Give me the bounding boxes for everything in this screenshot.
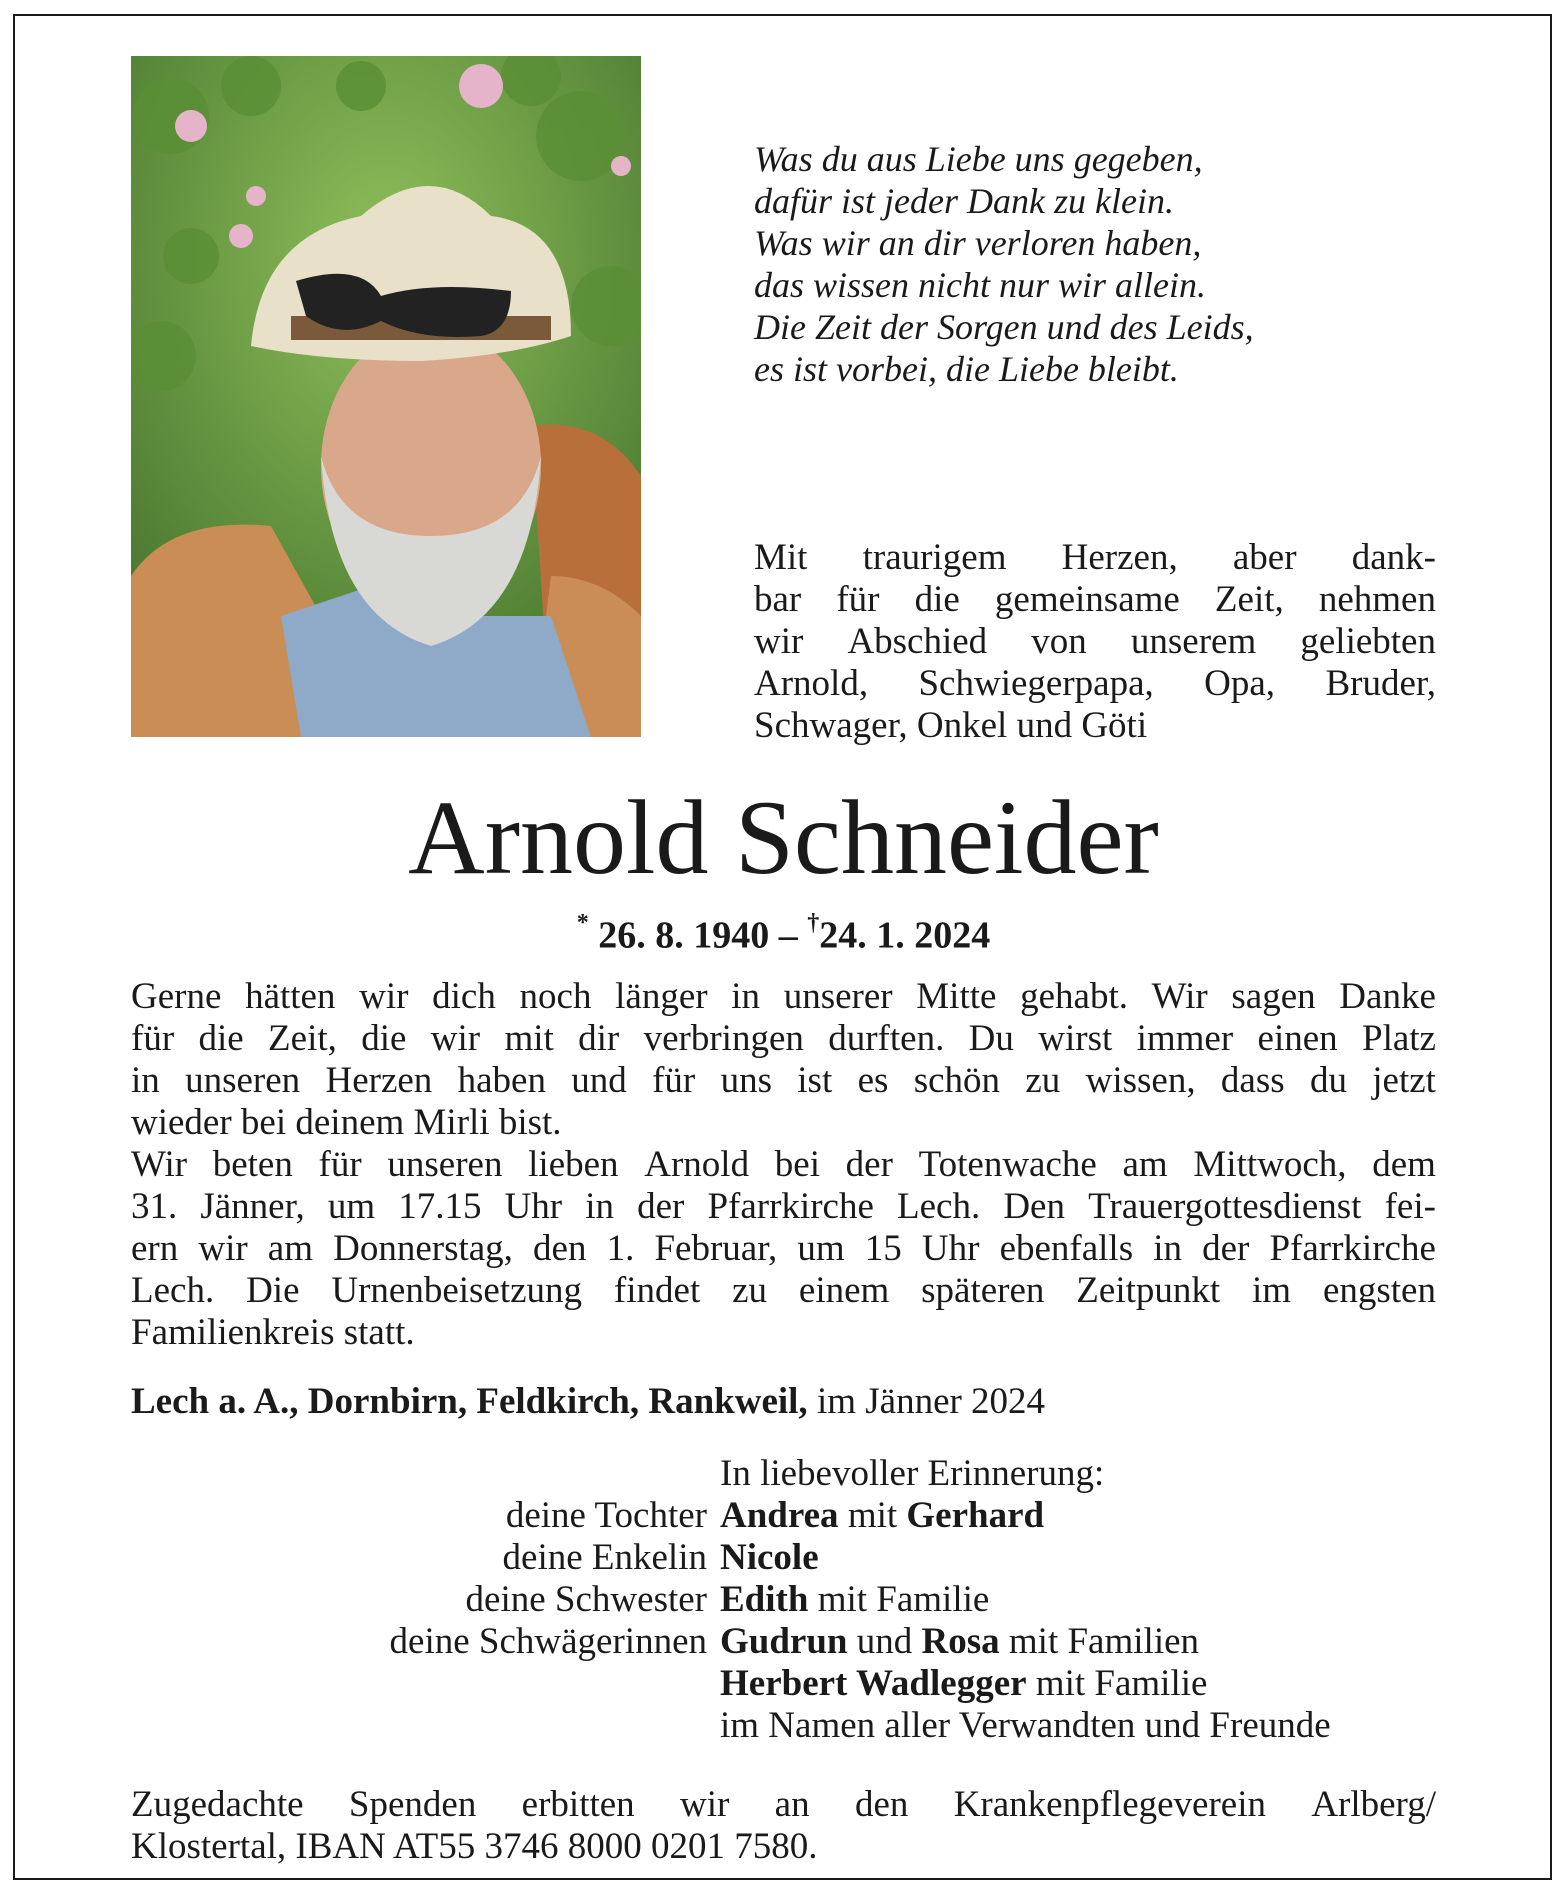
intro-text: [754, 537, 1436, 747]
word: Donnerstag,: [333, 1228, 513, 1269]
body-line: [131, 1144, 1436, 1186]
word: unserer: [783, 976, 893, 1017]
life-dates: [0, 905, 1567, 958]
poem: [754, 138, 1394, 390]
word: geliebten: [1300, 621, 1436, 662]
word: Opa,: [1204, 663, 1276, 704]
word: hätten: [245, 976, 336, 1017]
word: durften.: [828, 1018, 945, 1059]
word: unseren: [387, 1144, 503, 1185]
word: die: [914, 579, 960, 620]
body-line: [131, 1186, 1436, 1228]
death-symbol: †: [807, 910, 820, 936]
poem-line: dafür ist jeder Dank zu klein.: [754, 181, 1174, 221]
word: in: [585, 1186, 614, 1227]
places-date: im Jänner 2024: [816, 1381, 1046, 1422]
intro-line: [754, 663, 1436, 705]
mourners-list: [131, 1453, 1436, 1747]
intro-line: [754, 621, 1436, 663]
word: es: [857, 1060, 889, 1101]
word: für: [652, 1060, 696, 1101]
mourner-row: [131, 1663, 1436, 1705]
word: in: [731, 976, 761, 1017]
word: uns: [720, 1060, 772, 1101]
body-line: Familienkreis statt.: [131, 1312, 415, 1353]
word: wir: [430, 1018, 481, 1059]
body-line: [131, 1270, 1436, 1312]
word: 15: [864, 1228, 902, 1269]
mourner-name: Rosa: [921, 1621, 1000, 1662]
word: und: [571, 1060, 627, 1101]
mourner-connector: mit Familie: [1035, 1663, 1208, 1704]
donation-line: [131, 1784, 1436, 1826]
word: jetzt: [1372, 1060, 1436, 1101]
poem-line: es ist vorbei, die Liebe bleibt.: [754, 349, 1179, 389]
mourner-role: deine Enkelin: [502, 1537, 707, 1578]
word: mit: [504, 1018, 554, 1059]
mourner-connector: mit: [847, 1495, 898, 1536]
word: Zeit,: [268, 1018, 337, 1059]
word: 17.15: [398, 1186, 482, 1227]
mourner-row: [131, 1621, 1436, 1663]
body-line: wieder bei deinem Mirli bist.: [131, 1102, 562, 1143]
word: in: [1153, 1228, 1182, 1269]
word: zu: [1025, 1060, 1061, 1101]
word: Arlberg/: [1311, 1784, 1436, 1825]
word: Du: [968, 1018, 1014, 1059]
word: unseren: [185, 1060, 301, 1101]
body-text: [131, 976, 1436, 1354]
word: von: [1031, 621, 1087, 662]
word: Uhr: [504, 1186, 563, 1227]
word: die: [198, 1018, 244, 1059]
death-date: 24. 1. 2024: [819, 914, 991, 957]
word: lieben: [528, 1144, 619, 1185]
word: noch: [519, 976, 592, 1017]
word: Lech.: [131, 1270, 215, 1311]
word: für: [318, 1144, 362, 1185]
word: Spenden: [348, 1784, 477, 1825]
word: wir: [359, 976, 409, 1017]
word: die: [361, 1018, 407, 1059]
word: ern: [131, 1228, 179, 1269]
body-line: [131, 1060, 1436, 1102]
word: dank-: [1351, 537, 1436, 578]
date-dash: –: [778, 914, 798, 957]
word: wirst: [1038, 1018, 1113, 1059]
poem-line: Was du aus Liebe uns gegeben,: [754, 139, 1203, 179]
word: Die: [246, 1270, 300, 1311]
word: wir: [754, 621, 804, 662]
word: länger: [615, 976, 708, 1017]
word: bei: [774, 1144, 820, 1185]
word: gehabt.: [1020, 976, 1128, 1017]
word: zu: [732, 1270, 768, 1311]
word: Wir: [1151, 976, 1208, 1017]
word: erbitten: [521, 1784, 635, 1825]
mourner-name: Herbert Wadlegger: [720, 1663, 1027, 1704]
word: Platz: [1362, 1018, 1436, 1059]
mourner-name: Nicole: [720, 1537, 819, 1578]
body-line: [131, 1018, 1436, 1060]
word: Trauergottesdienst: [1088, 1186, 1362, 1227]
word: Bruder,: [1325, 663, 1436, 704]
word: der: [845, 1144, 893, 1185]
place-and-date: [131, 1381, 1436, 1423]
word: Zugedachte: [131, 1784, 304, 1825]
mourners-closing: im Namen aller Verwandten und Freunde: [720, 1705, 1331, 1746]
word: verbringen: [643, 1018, 804, 1059]
word: wir: [680, 1784, 730, 1825]
mourners-heading-row: [131, 1453, 1436, 1495]
word: unserem: [1130, 621, 1257, 662]
word: am: [267, 1228, 313, 1269]
word: findet: [613, 1270, 701, 1311]
word: Pfarrkirche: [707, 1186, 874, 1227]
word: Zeitpunkt: [1076, 1270, 1221, 1311]
word: 1.: [606, 1228, 635, 1269]
word: Lech.: [897, 1186, 981, 1227]
mourner-role: deine Schwägerinnen: [389, 1621, 707, 1662]
word: Totenwache: [918, 1144, 1097, 1185]
word: Zeit,: [1214, 579, 1284, 620]
word: Februar,: [654, 1228, 778, 1269]
mourner-row: [131, 1495, 1436, 1537]
word: den: [533, 1228, 587, 1269]
word: Arnold: [644, 1144, 750, 1185]
mourner-row: [131, 1579, 1436, 1621]
word: späteren: [921, 1270, 1045, 1311]
body-line: [131, 976, 1436, 1018]
word: an: [774, 1784, 810, 1825]
word: Abschied: [847, 621, 988, 662]
word: nehmen: [1318, 579, 1436, 620]
word: Schwiegerpapa,: [918, 663, 1154, 704]
word: dich: [432, 976, 496, 1017]
donation-line: Klostertal, IBAN AT55 3746 8000 0201 7580.: [131, 1826, 818, 1867]
mourners-heading: In liebevoller Erinnerung:: [720, 1453, 1105, 1494]
word: um: [797, 1228, 845, 1269]
birth-symbol: *: [576, 910, 589, 936]
poem-line: Was wir an dir verloren haben,: [754, 223, 1202, 263]
mourner-name: Edith: [720, 1579, 809, 1620]
word: Mitte: [916, 976, 997, 1017]
word: Wir: [131, 1144, 188, 1185]
mourner-name: Gerhard: [906, 1495, 1045, 1536]
word: Den: [1003, 1186, 1065, 1227]
word: Pfarrkirche: [1269, 1228, 1436, 1269]
word: in: [131, 1060, 160, 1101]
word: für: [836, 579, 880, 620]
word: Mit: [754, 537, 808, 578]
intro-line: Schwager, Onkel und Göti: [754, 705, 1148, 746]
word: für: [131, 1018, 175, 1059]
word: am: [1122, 1144, 1168, 1185]
deceased-name: Arnold Schneider: [408, 779, 1159, 896]
word: dir: [578, 1018, 620, 1059]
mourner-suffix: mit Familien: [1008, 1621, 1200, 1662]
body-line: [131, 1228, 1436, 1270]
word: fei-: [1384, 1186, 1436, 1227]
word: 31.: [131, 1186, 178, 1227]
places-towns: Lech a. A., Dornbirn, Feldkirch, Rankweil,: [131, 1381, 808, 1422]
birth-date: 26. 8. 1940: [598, 914, 770, 957]
intro-line: [754, 579, 1436, 621]
word: sagen: [1231, 976, 1316, 1017]
word: Danke: [1339, 976, 1436, 1017]
word: den: [854, 1784, 909, 1825]
poem-line: Die Zeit der Sorgen und des Leids,: [754, 307, 1254, 347]
word: Arnold,: [754, 663, 869, 704]
word: wir: [198, 1228, 248, 1269]
word: bar: [754, 579, 802, 620]
word: der: [637, 1186, 685, 1227]
word: Jänner,: [200, 1186, 305, 1227]
word: ebenfalls: [999, 1228, 1134, 1269]
word: wissen,: [1085, 1060, 1196, 1101]
word: Krankenpflegeverein: [953, 1784, 1266, 1825]
word: dem: [1372, 1144, 1436, 1185]
portrait-photo: [131, 56, 641, 737]
mourner-row: [131, 1537, 1436, 1579]
word: Herzen: [325, 1060, 433, 1101]
mourner-row: [131, 1705, 1436, 1747]
word: engsten: [1322, 1270, 1436, 1311]
word: Urnenbeisetzung: [331, 1270, 583, 1311]
mourner-connector: mit Familie: [817, 1579, 990, 1620]
word: traurigem: [862, 537, 1007, 578]
word: Uhr: [921, 1228, 980, 1269]
word: haben: [457, 1060, 546, 1101]
word: einem: [798, 1270, 890, 1311]
word: du: [1309, 1060, 1347, 1101]
word: schön: [913, 1060, 1001, 1101]
word: gemeinsame: [994, 579, 1180, 620]
word: dass: [1220, 1060, 1285, 1101]
word: aber: [1232, 537, 1297, 578]
mourner-connector: und: [856, 1621, 913, 1662]
poem-line: das wissen nicht nur wir allein.: [754, 265, 1207, 305]
word: Mittwoch,: [1193, 1144, 1347, 1185]
word: immer: [1136, 1018, 1234, 1059]
word: Herzen,: [1061, 537, 1178, 578]
word: einen: [1257, 1018, 1338, 1059]
word: beten: [212, 1144, 293, 1185]
word: ist: [797, 1060, 833, 1101]
donation-note: [131, 1784, 1436, 1868]
mourner-role: deine Tochter: [505, 1495, 707, 1536]
word: im: [1252, 1270, 1292, 1311]
mourner-name: Gudrun: [720, 1621, 848, 1662]
word: der: [1202, 1228, 1250, 1269]
word: um: [327, 1186, 376, 1227]
mourner-role: deine Schwester: [465, 1579, 707, 1620]
mourner-name: Andrea: [720, 1495, 839, 1536]
intro-line: [754, 537, 1436, 579]
word: Gerne: [131, 976, 222, 1017]
